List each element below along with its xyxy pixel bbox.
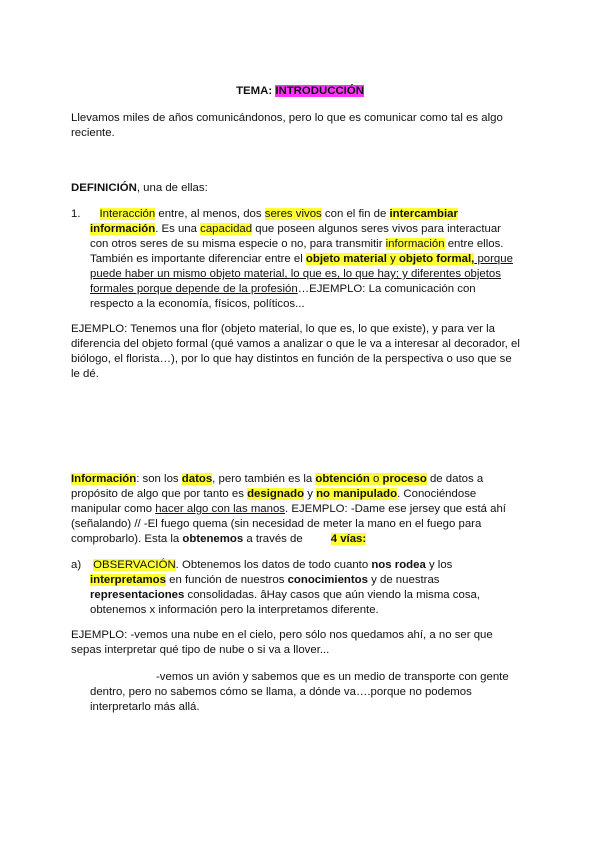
text-run: . EJEMPLO: -Dame ese jersey que está ahí (señalando) // -El fuego quema (sin necesidad de meter la mano en el fuego para comprobarlo). Esta la <box>71 503 506 545</box>
page-title <box>0 84 600 99</box>
text-run: y <box>304 488 317 500</box>
term-informacion: información <box>385 238 445 250</box>
list-item-1 <box>71 207 521 312</box>
text-run: entre ellos. También es importante diferenciar entre el <box>90 238 504 265</box>
title-highlight: INTRODUCCIÓN <box>275 85 364 97</box>
text-run: que poseen algunos seres vivos para interactuar con otros seres de su misma especie o no, para transmitir <box>90 223 501 250</box>
term-representaciones: representaciones <box>90 589 185 601</box>
title-label: TEMA: <box>236 85 273 97</box>
text-run: y los <box>425 559 453 571</box>
list-item-a <box>71 558 521 618</box>
text-run: a través de <box>243 533 303 545</box>
term-proceso: proceso <box>382 473 427 485</box>
term-intercambiar-informacion: intercambiar información <box>90 208 458 235</box>
term-obtencion: obtención <box>315 473 370 485</box>
term-informacion-heading: Información <box>71 473 137 485</box>
definition-label: DEFINICIÓN <box>71 182 137 194</box>
text-run: , pero también es la <box>212 473 316 485</box>
text-run: de datos a propósito de algo que por tanto es <box>71 473 484 500</box>
list-item-a-text <box>90 558 521 618</box>
text-run: y de nuestras <box>367 574 440 586</box>
text-run: entre, al menos, dos <box>155 208 265 220</box>
term-no-manipulado: no manipulado <box>316 488 398 500</box>
list-number: 1. <box>71 208 81 220</box>
text-run: . Conociéndose manipular como <box>71 488 477 515</box>
definition-rest: , una de ellas: <box>136 182 208 194</box>
text-run: …EJEMPLO: La comunicación con respecto a la economía, físicos, políticos... <box>90 283 476 310</box>
text-run: . Obtenemos los datos de todo cuanto <box>175 559 372 571</box>
term-conocimientos: conocimientos <box>287 574 368 586</box>
text-run-o: o <box>369 473 383 485</box>
term-seres-vivos: seres vivos <box>264 208 322 220</box>
example-paragraph-3: -vemos un avión y sabemos que es un medio de transporte con gente dentro, pero no sabemos cómo se llama, a dónde va….porque no podemos interpretarlo más allá. <box>90 671 509 713</box>
term-objeto-material: objeto material <box>305 253 387 265</box>
term-nos-rodea: nos rodea <box>371 559 426 571</box>
text-run: en función de nuestros <box>165 574 288 586</box>
text-run: consolidadas. âHay casos que aún viendo la misma cosa, obtenemos x información pero la interpretamos diferente. <box>90 589 481 616</box>
text-run-y: y <box>386 253 399 265</box>
intro-paragraph: Llevamos miles de años comunicándonos, pero lo que es comunicar como tal es algo reciente. <box>71 112 503 139</box>
example-paragraph-2: EJEMPLO: -vemos una nube en el cielo, pero sólo nos quedamos ahí, a no ser que sepas interpretar qué tipo de nube o si va a llover... <box>71 629 493 656</box>
text-run: con el fin de <box>321 208 390 220</box>
underlined-text: hacer algo con las manos <box>155 503 286 515</box>
term-obtenemos: obtenemos <box>182 533 244 545</box>
information-paragraph <box>71 472 523 547</box>
term-interaccion: Interacción <box>99 208 156 220</box>
term-interpretamos: interpretamos <box>90 574 166 586</box>
example-paragraph-1: EJEMPLO: Tenemos una flor (objeto material, lo que es, lo que existe), y para ver la diferencia del objeto formal (qué vamos a analizar o que le va a interesar al decorador, el biólogo, el florista…), por lo que hay distintos en función de la perspectiva o uso que se le dé. <box>71 323 520 380</box>
list-letter: a) <box>71 559 82 571</box>
term-datos: datos <box>181 473 213 485</box>
term-capacidad: capacidad <box>200 223 253 235</box>
text-run: : son los <box>136 473 182 485</box>
definition-heading <box>71 181 208 196</box>
term-4-vias: 4 vías: <box>330 533 367 545</box>
text-run: . Es una <box>155 223 201 235</box>
list-item-1-text <box>90 207 521 312</box>
term-objeto-formal: objeto formal, <box>398 253 475 265</box>
term-designado: designado <box>247 488 305 500</box>
underlined-text: porque puede haber un mismo objeto material, lo que es, lo que hay; y diferentes objetos formales porque depende de la profesión <box>90 253 513 295</box>
term-observacion: OBSERVACIÓN <box>93 559 176 571</box>
